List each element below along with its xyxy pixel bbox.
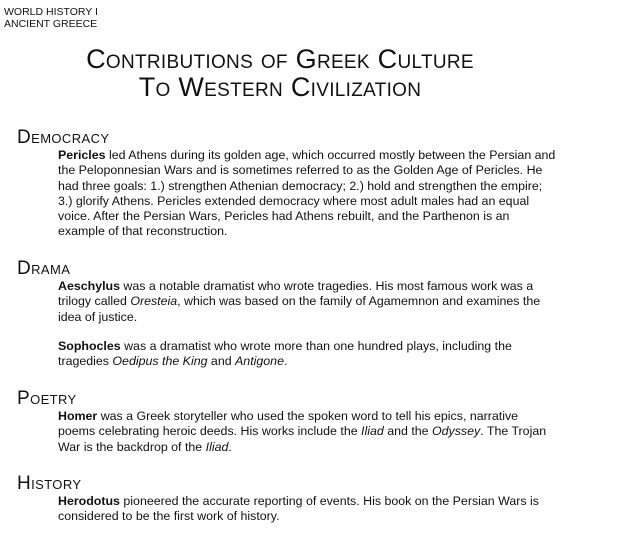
section-heading: Democracy bbox=[17, 127, 110, 148]
paragraph-text: led Athens during its golden age, which occurred mostly between the Persian and the Peloponnesian Wars and is sometimes referred to as the Golden Age of Pericles. He had three goals: 1.) strengthen Athenian democracy; 2.) hold and strengthen the empire; 3.) glorify Athens. Pericles extended democracy where most adult males had an equal voice. After the Persian Wars, Pericles had Athens rebuilt, and the Parthenon is an example of that reconstruction. bbox=[58, 148, 556, 239]
person-name: Pericles bbox=[58, 148, 106, 162]
paragraph-text: and bbox=[207, 354, 236, 369]
person-name: Herodotus bbox=[58, 494, 120, 508]
paragraph-text: . bbox=[283, 354, 288, 369]
person-name: Aeschylus bbox=[58, 279, 120, 293]
work-title: Oedipus the King bbox=[112, 354, 208, 369]
person-name: Sophocles bbox=[58, 338, 121, 353]
section-heading: Drama bbox=[17, 258, 71, 279]
paragraph-text: , which was based on the family of Agamemnon and examines the idea of justice. bbox=[58, 294, 541, 324]
paragraph-text: . The Trojan War is the backdrop of the bbox=[58, 424, 547, 454]
paragraph-text: was a Greek storyteller who used the spoken word to tell his epics, narrative poems celebrating heroic deeds. His works include the bbox=[58, 409, 519, 439]
paragraph-text: and the bbox=[383, 424, 433, 439]
page-title-line2: To Western Civilization bbox=[138, 72, 422, 102]
course-label: WORLD HISTORY I bbox=[4, 6, 98, 18]
paragraph-homer bbox=[58, 409, 558, 455]
section-history bbox=[17, 474, 607, 525]
paragraph-sophocles bbox=[58, 339, 558, 370]
work-title: Odyssey bbox=[432, 424, 481, 439]
work-title: Iliad bbox=[205, 439, 229, 454]
paragraph-text: was a dramatist who wrote more than one hundred plays, including the tragedies bbox=[58, 338, 512, 369]
paragraph-pericles bbox=[58, 148, 558, 240]
paragraph-text: was a notable dramatist who wrote tragedies. His most famous work was a trilogy called bbox=[58, 279, 534, 309]
section-heading: Poetry bbox=[17, 388, 77, 409]
person-name: Homer bbox=[58, 409, 98, 423]
work-title: Antigone bbox=[235, 354, 284, 369]
paragraph-text: . bbox=[228, 439, 232, 454]
unit-label: ANCIENT GREECE bbox=[4, 18, 98, 30]
page-title-line1: Contributions of Greek Culture bbox=[86, 44, 474, 74]
paragraph-text: pioneered the accurate reporting of events. His book on the Persian Wars is considered to be the first work of history. bbox=[58, 494, 539, 524]
document-header bbox=[4, 6, 98, 30]
work-title: Oresteia bbox=[130, 294, 178, 309]
section-drama bbox=[17, 259, 607, 369]
section-heading: History bbox=[17, 473, 82, 494]
paragraph-aeschylus bbox=[58, 279, 558, 325]
section-poetry bbox=[17, 389, 607, 455]
paragraph-herodotus bbox=[58, 494, 558, 525]
work-title: Iliad bbox=[361, 424, 384, 439]
section-democracy bbox=[17, 128, 607, 240]
